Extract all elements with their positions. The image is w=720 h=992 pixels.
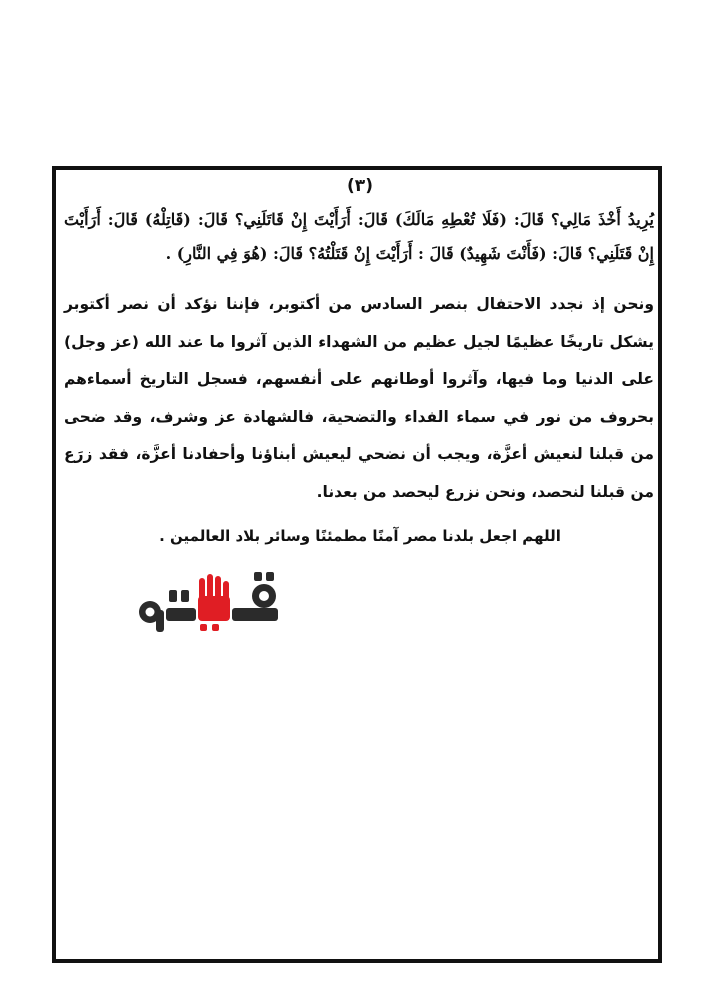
vito-logo [136,568,338,634]
page-number: (٣) [347,176,373,196]
closing-prayer: اللهم اجعل بلدنا مصر آمنًا مطمئنًا وسائر بلاد العالمين . [159,527,561,545]
watermark-text: فيتو [336,608,338,609]
hadith-quote: يُرِيدُ أَخْذَ مَالِي؟ قَالَ: (فَلَا تُعْطِهِ مَالَكَ) قَالَ: أَرَأَيْتَ إِنْ قَاتَلَنِي؟ قَالَ: (قَاتِلْهُ) قَالَ: أَرَأَيْتَ إِنْ قَتَلَنِي؟ قَالَ: (فَأَنْتَ شَهِيدٌ) قَالَ : أَرَأَيْتَ إِنْ قَتَلْتُهُ؟ قَالَ: (هُوَ فِي النَّارِ) . [64,210,654,263]
sermon-paragraph: ونحن إذ نجدد الاحتفال بنصر السادس من أكتوبر، فإننا نؤكد أن نصر أكتوبر يشكل تاريخًا عظيمًا لجيل عظيم من الشهداء الذين آثروا ما عند الله (عز وجل) على الدنيا وما فيها، وآثروا أوطانهم على أنفسهم، فسجل التاريخ أسماءهم بحروف من نور في سماء الفداء والتضحية، فالشهادة عز وشرف، وقد ضحى من قبلنا لنعيش أعزَّة، ويجب أن نضحي ليعيش أبناؤنا وأحفادنا أعزَّة، فقد زرَع من قبلنا لنحصد، ونحن نزرع ليحصد من بعدنا. [64,295,654,501]
